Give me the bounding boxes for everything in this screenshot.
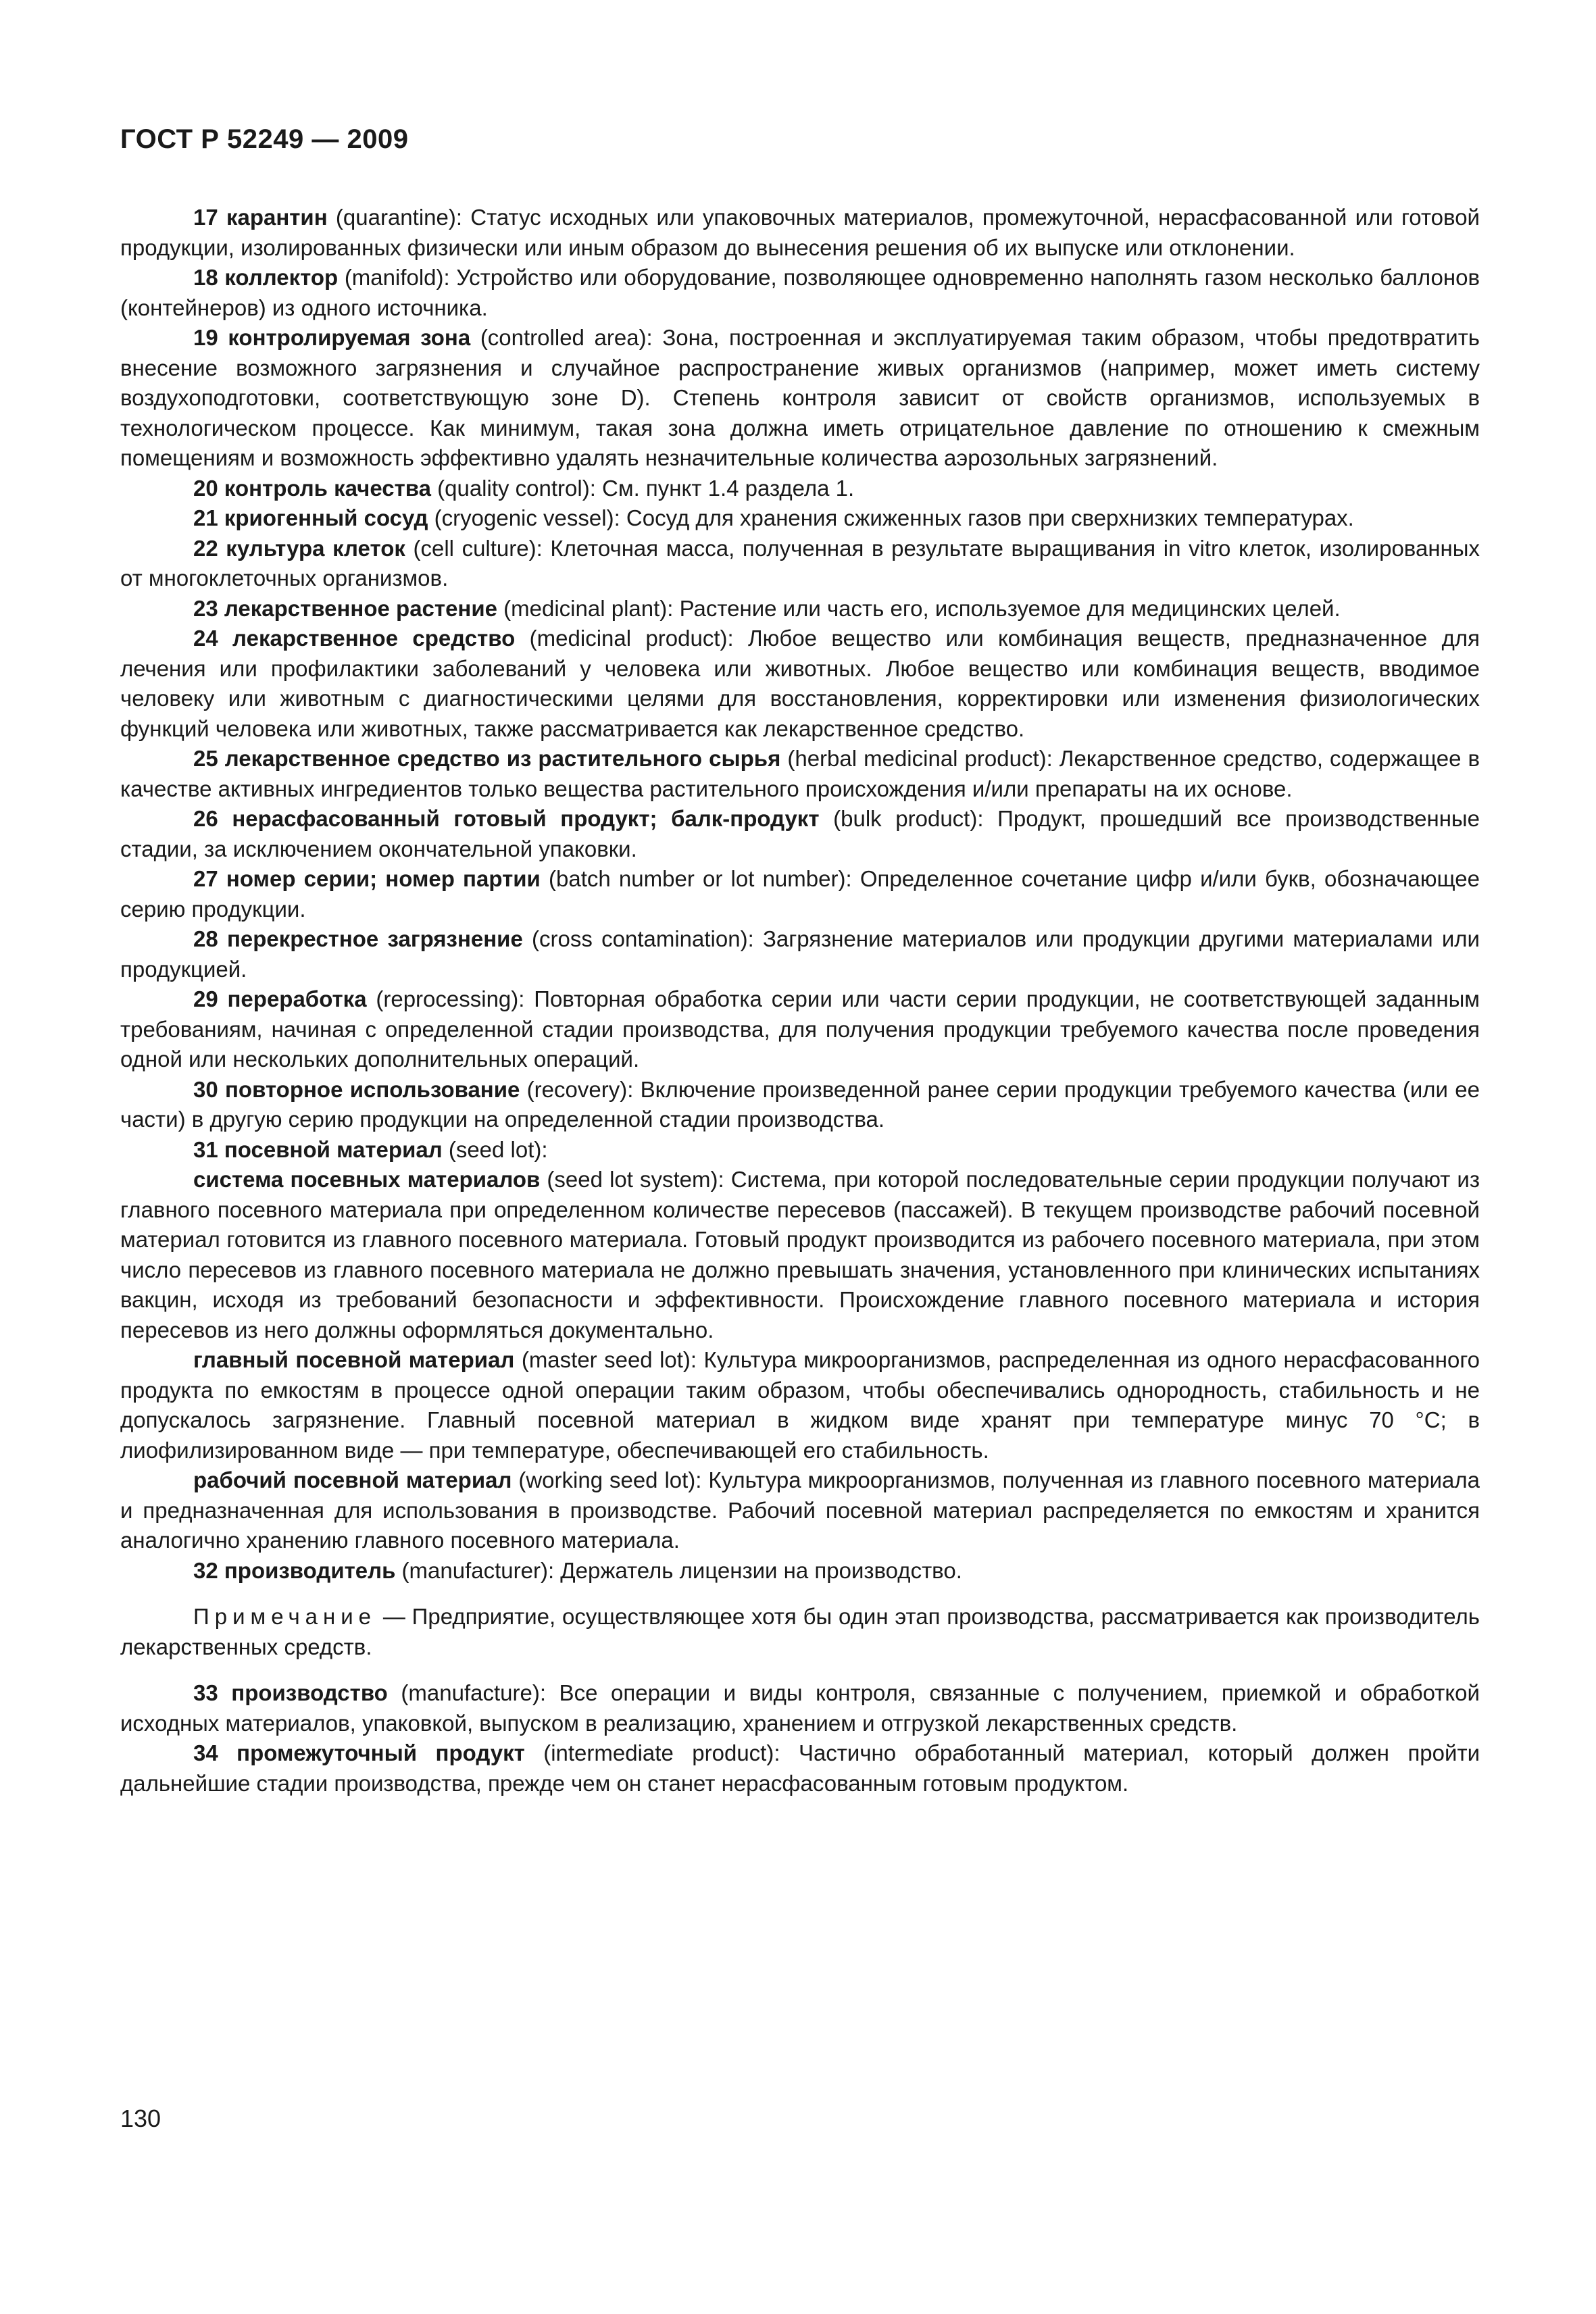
entry-paragraph	[120, 503, 1480, 534]
entry-paragraph	[120, 744, 1480, 804]
entry-definition: (seed lot system): Система, при которой последовательные серии продукции получают из главного посевного материала при определенном количестве пересевов (пассажей). В текущем производстве рабочий посевной материал готовится из главного посевного материала. Готовый продукт производится из рабочего посевного материала, при этом число пересевов из главного посевного материала не должно превышать значения, установленного при клинических испытаниях вакцин, исходя из требований безопасности и эффективности. Происхождение главного посевного материала и история пересевов из него должны оформляться документально.	[120, 1167, 1480, 1342]
standard-header: ГОСТ Р 52249 — 2009	[120, 124, 409, 154]
entry-term: 20 контроль качества	[193, 475, 431, 501]
entry-definition: (quality control): См. пункт 1.4 раздела 1.	[430, 475, 855, 501]
entry-definition: (recovery): Включение произведенной ранее серии продукции требуемого качества (или ее части) в другую серию продукции на определенной стадии производства.	[120, 1076, 1480, 1132]
entry-definition: (cryogenic vessel): Сосуд для хранения сжиженных газов при сверхнизких температурах.	[428, 505, 1354, 530]
entry-term: 22 культура клеток	[193, 535, 405, 561]
entry-definition: (cell culture): Клеточная масса, полученная в результате выращивания in vitro клеток, изолированных от многоклеточных организмов.	[120, 535, 1480, 590]
entry-definition: (medicinal product): Любое вещество или комбинация веществ, предназначенное для лечения или профилактики заболеваний у человека или животных. Любое вещество или комбинация веществ, вводимое человеку или животным с диагностическими целями для восстановления, корректировки или изменения физиологических функций человека или животных, также рассматривается как лекарственное средство.	[120, 626, 1480, 741]
entry-term: главный посевной материал	[193, 1347, 515, 1372]
entry-paragraph	[120, 804, 1480, 864]
entry-definition: (intermediate product): Частично обработанный материал, который должен пройти дальнейшие стадии производства, прежде чем он станет нерасфасованным готовым продуктом.	[120, 1740, 1480, 1796]
entry-definition: (manufacture): Все операции и виды контроля, связанные с получением, приемкой и обработкой исходных материалов, упаковкой, выпуском в реализацию, хранением и отгрузкой лекарственных средств.	[120, 1680, 1480, 1736]
entry-term: 23 лекарственное растение	[193, 595, 497, 621]
entry-paragraph	[120, 984, 1480, 1075]
entry-term: 27 номер серии; номер партии	[193, 866, 541, 891]
entry-definition: (manifold): Устройство или оборудование, позволяющее одновременно наполнять газом несколько баллонов (контейнеров) из одного источника.	[120, 265, 1480, 320]
entry-definition: (master seed lot): Культура микроорганизмов, распределенная из одного нерасфасованного продукта по емкостям в процессе одной операции таким образом, чтобы обеспечивались однородность, стабильность и не допускалось загрязнение. Главный посевной материал в жидком виде хранят при температуре минус 70 °С; в лиофилизированном виде — при температуре, обеспечивающей его стабильность.	[120, 1347, 1480, 1463]
entry-paragraph	[120, 203, 1480, 263]
entry-paragraph	[120, 594, 1480, 624]
entry-term: 21 криогенный сосуд	[193, 505, 428, 530]
entry-term: 19 контролируемая зона	[193, 325, 471, 350]
entry-term: 17 карантин	[193, 205, 328, 230]
entry-paragraph	[120, 1678, 1480, 1738]
entry-term: 33 производство	[193, 1680, 388, 1705]
entry-paragraph	[120, 1165, 1480, 1345]
entry-paragraph	[120, 624, 1480, 744]
entry-term: 24 лекарственное средство	[193, 626, 516, 651]
entry-term: 25 лекарственное средство из растительного сырья	[193, 746, 781, 771]
entry-term: рабочий посевной материал	[193, 1467, 512, 1492]
entry-definition: (reprocessing): Повторная обработка серии или части серии продукции, не соответствующей заданным требованиям, начиная с определенной стадии производства, для получения продукции требуемого качества после проведения одной или нескольких дополнительных операций.	[120, 986, 1480, 1072]
entry-paragraph	[120, 323, 1480, 474]
entry-paragraph	[120, 1738, 1480, 1799]
entry-definition: (medicinal plant): Растение или часть его, используемое для медицинских целей.	[497, 595, 1341, 621]
entry-paragraph	[120, 1465, 1480, 1556]
entry-paragraph	[120, 924, 1480, 984]
entry-definition: (seed lot):	[442, 1136, 548, 1162]
page-number: 130	[120, 2105, 161, 2132]
entry-definition: (cross contamination): Загрязнение материалов или продукции другими материалами или продукцией.	[120, 926, 1480, 982]
entry-term: 18 коллектор	[193, 265, 339, 290]
entry-definition: (quarantine): Статус исходных или упаковочных материалов, промежуточной, нерасфасованной или готовой продукции, изолированных физически или иным образом до вынесения решения об их выпуске или отклонении.	[120, 205, 1480, 260]
entry-definition: (herbal medicinal product): Лекарственное средство, содержащее в качестве активных ингредиентов только вещества растительного происхождения и/или препараты на их основе.	[120, 746, 1480, 801]
entry-paragraph	[120, 263, 1480, 323]
entry-definition: (batch number or lot number): Определенное сочетание цифр и/или букв, обозначающее серию продукции.	[120, 866, 1480, 922]
note-text: — Предприятие, осуществляющее хотя бы один этап производства, рассматривается как производитель лекарственных средств.	[120, 1604, 1480, 1659]
entry-paragraph	[120, 864, 1480, 924]
entry-definition: (working seed lot): Культура микроорганизмов, полученная из главного посевного материала и предназначенная для использования в производстве. Рабочий посевной материал распределяется по емкостям и хранится аналогично хранению главного посевного материала.	[120, 1467, 1480, 1553]
entry-paragraph	[120, 1345, 1480, 1465]
entry-definition: (bulk product): Продукт, прошедший все производственные стадии, за исключением окончательной упаковки.	[120, 806, 1480, 861]
entry-definition: (manufacturer): Держатель лицензии на производство.	[395, 1557, 962, 1583]
entry-definition: (controlled area): Зона, построенная и эксплуатируемая таким образом, чтобы предотвратить внесение возможного загрязнения и случайное распространение живых организмов (например, может иметь систему воздухоподготовки, соответствующую зоне D). Степень контроля зависит от свойств организмов, используемых в технологическом процессе. Как минимум, такая зона должна иметь отрицательное давление по отношению к смежным помещениям и возможность эффективно удалять незначительные количества аэрозольных загрязнений.	[120, 325, 1480, 470]
entry-term: система посевных материалов	[193, 1167, 541, 1192]
entry-paragraph	[120, 1075, 1480, 1135]
document-body	[120, 203, 1480, 1799]
entry-paragraph	[120, 1135, 1480, 1165]
entry-term: 34 промежуточный продукт	[193, 1740, 525, 1765]
entry-term: 31 посевной материал	[193, 1136, 443, 1162]
entry-term: 30 повторное использование	[193, 1076, 520, 1102]
entry-term: 29 переработка	[193, 986, 367, 1011]
note-label: Примечание	[193, 1604, 377, 1629]
entry-term: 28 перекрестное загрязнение	[193, 926, 523, 951]
entry-term: 32 производитель	[193, 1557, 396, 1583]
entry-paragraph	[120, 534, 1480, 594]
note-paragraph	[120, 1602, 1480, 1662]
entry-paragraph	[120, 474, 1480, 504]
entry-term: 26 нерасфасованный готовый продукт; балк-продукт	[193, 806, 820, 831]
entry-paragraph	[120, 1556, 1480, 1586]
